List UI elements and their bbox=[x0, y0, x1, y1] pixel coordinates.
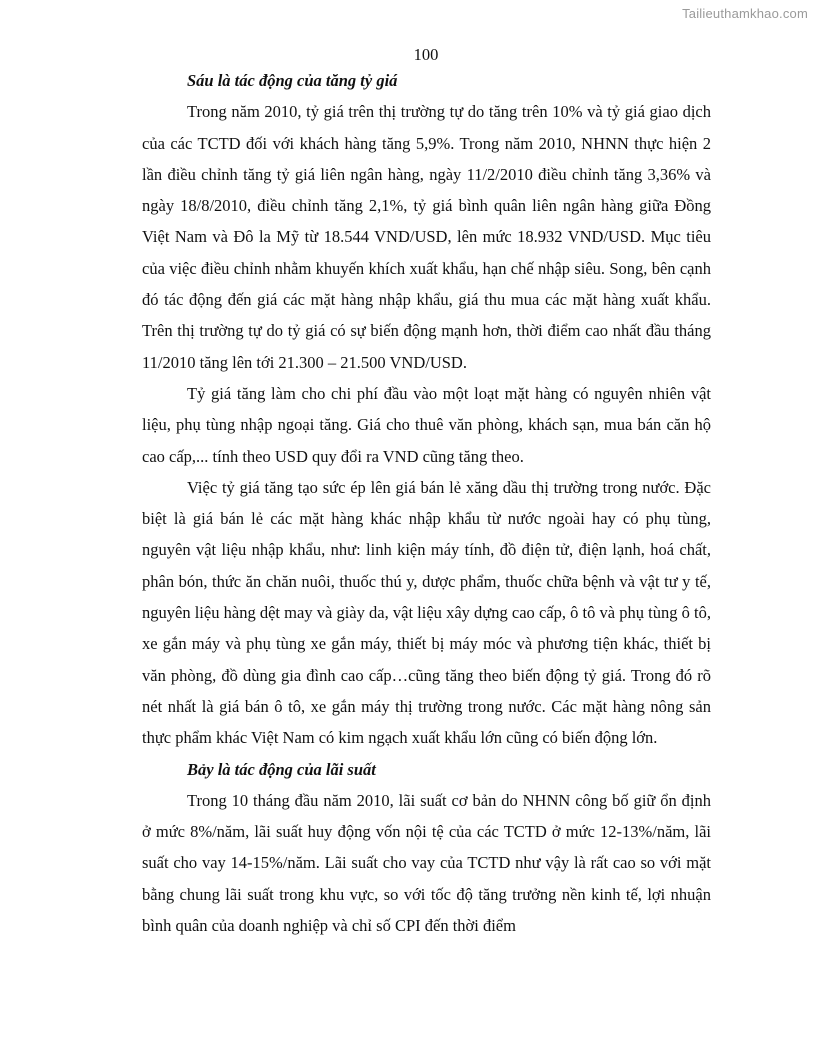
document-body bbox=[142, 65, 711, 941]
section-heading-interest-rate: Bảy là tác động của lãi suất bbox=[187, 759, 376, 779]
paragraph: Trong 10 tháng đầu năm 2010, lãi suất cơ bản do NHNN công bố giữ ổn định ở mức 8%/năm, lãi suất huy động vốn nội tệ của các TCTD ở mức 12-13%/năm, lãi suất cho vay 14-15%/năm. Lãi suất cho vay của TCTD như vậy là rất cao so với mặt bằng chung lãi suất trong khu vực, so với tốc độ tăng trưởng nền kinh tế, lợi nhuận bình quân của doanh nghiệp và chỉ số CPI đến thời điểm bbox=[142, 790, 711, 936]
section-heading-exchange-rate: Sáu là tác động của tăng tỷ giá bbox=[187, 71, 398, 90]
paragraph: Việc tỷ giá tăng tạo sức ép lên giá bán lẻ xăng dầu thị trường trong nước. Đặc biệt là giá bán lẻ các mặt hàng khác nhập khẩu từ nước ngoài hay có phụ tùng, nguyên vật liệu nhập khẩu, như: linh kiện máy tính, đồ điện tử, điện lạnh, hoá chất, phân bón, thức ăn chăn nuôi, thuốc thú y, dược phẩm, thuốc chữa bệnh và vật tư y tế, nguyên liệu hàng dệt may và giày da, vật liệu xây dựng cao cấp, ô tô và phụ tùng ô tô, xe gắn máy và phụ tùng xe gắn máy, thiết bị máy móc và phương tiện khác, thiết bị văn phòng, đồ dùng gia đình cao cấp…cũng tăng theo biến động tỷ giá. Trong đó rõ nét nhất là giá bán ô tô, xe gắn máy thị trường trong nước. Các mặt hàng nông sản thực phẩm khác Việt Nam có kim ngạch xuất khẩu lớn cũng có biến động lớn. bbox=[142, 477, 711, 748]
paragraph: Tỷ giá tăng làm cho chi phí đầu vào một loạt mặt hàng có nguyên nhiên vật liệu, phụ tùng nhập ngoại tăng. Giá cho thuê văn phòng, khách sạn, mua bán căn hộ cao cấp,... tính theo USD quy đổi ra VND cũng tăng theo. bbox=[142, 383, 711, 466]
paragraph: Trong năm 2010, tỷ giá trên thị trường tự do tăng trên 10% và tỷ giá giao dịch của các TCTD đối với khách hàng tăng 5,9%. Trong năm 2010, NHNN thực hiện 2 lần điều chỉnh tăng tỷ giá liên ngân hàng, ngày 11/2/2010 điều chỉnh tăng 3,36% và ngày 18/8/2010, điều chỉnh tăng 2,1%, tỷ giá bình quân liên ngân hàng giữa Đồng Việt Nam và Đô la Mỹ từ 18.544 VND/USD, lên mức 18.932 VND/USD. Mục tiêu của việc điều chỉnh nhằm khuyến khích xuất khẩu, hạn chế nhập siêu. Song, bên cạnh đó tác động đến giá các mặt hàng nhập khẩu, giá thu mua các mặt hàng xuất khẩu. Trên thị trường tự do tỷ giá có sự biến động mạnh hơn, thời điểm cao nhất đầu tháng 11/2010 tăng lên tới 21.300 – 21.500 VND/USD. bbox=[142, 102, 711, 372]
page-number: 100 bbox=[413, 45, 439, 64]
watermark-text: Tailieuthamkhao.com bbox=[682, 6, 808, 21]
